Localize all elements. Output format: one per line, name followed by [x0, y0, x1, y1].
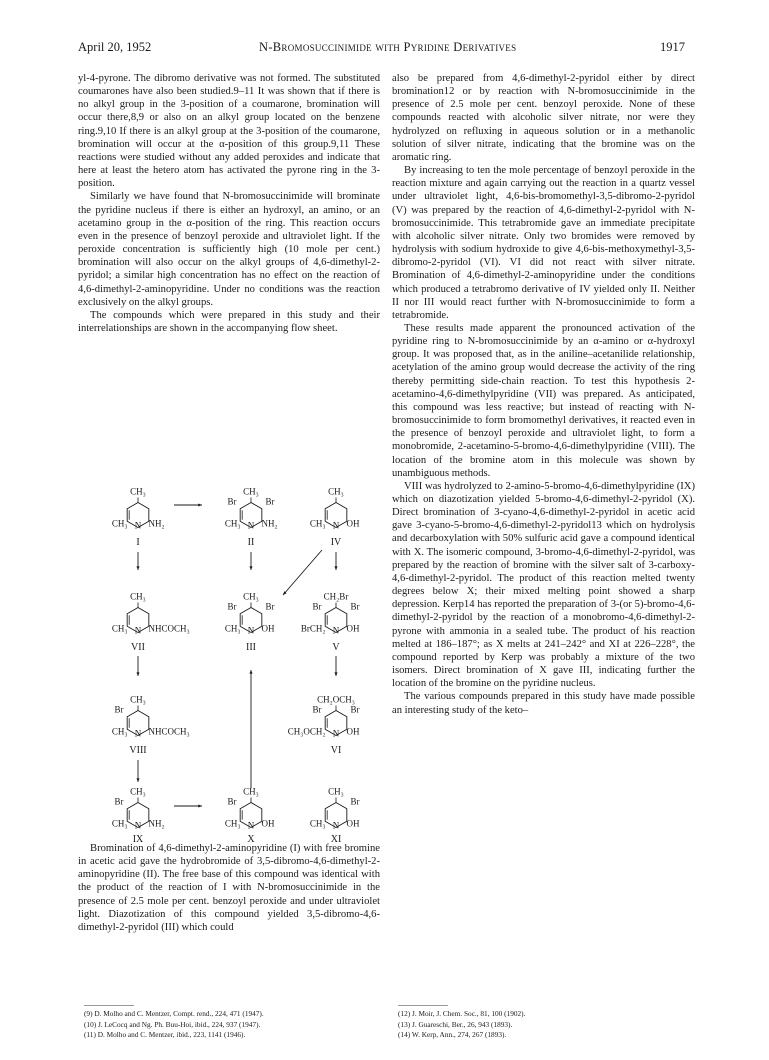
- left-column-lower: [78, 842, 380, 934]
- compound-label-VII: VII: [131, 642, 145, 653]
- lower-left-substituent-IX: CH₃: [111, 818, 128, 829]
- footnote-10: (10) J. LeCocq and Ng. Ph. Buu-Hoi, ibid., 224, 937 (1947).: [84, 1019, 261, 1029]
- arrow-IV-to-III: [283, 550, 322, 595]
- header-title: N-Bromosuccinimide with Pyridine Derivatives: [259, 40, 517, 54]
- top-substituent-VII: CH₃: [130, 591, 146, 602]
- footnote-11: (11) D. Molho and C. Mentzer, ibid., 223, 1141 (1946).: [84, 1030, 246, 1039]
- lower-left-substituent-XI: CH₃: [309, 818, 326, 829]
- upper-left-substituent-VIII: Br: [114, 704, 124, 715]
- footnote-rule-right: [398, 1005, 448, 1006]
- compound-label-XI: XI: [330, 834, 342, 845]
- right-paragraph-4: VIII was hydrolyzed to 2-amino-5-bromo-4,6-dimethylpyridine (IX) which on diazotization yielded 5-bromo-4,6-dimethyl-2-pyridol (X). Direct bromination of 3-cyano-4,6-dimethyl-2-pyridol in acetic acid gave 3-cyano-5-bromo-4,6-dimethyl-2-pyridol13 which on hydrolysis and decarboxylation with 50% sulfuric acid gave a compound identical with X. The isomeric compound, 3-bromo-4,6-dimethyl-2-pyridol, was prepared by the reaction of bromine with the silver salt of 3-carboxy-4,6-dimethyl-2-pyridol. The product of this reaction melted twenty degrees below X; their mixed melting point showed a sharp depression. Kerp14 has reported the preparation of 3-(or 5)-bromo-4,6-dimethyl-2-pyridol by the reaction of a monobromo-4,6-dimethyl-2-pyrone with ammonia in a sealed tube. The product of his reaction melted at 186–187°; as X melts at 241–242° and XI at 226–228°, the compound reported by Kerp was probably a mixture of the two isomers. Direct bromination of X gave III, indicating further the location of the bromine on the pyridine nucleus.: [392, 480, 695, 690]
- footnote-14: (14) W. Kerp, Ann., 274, 267 (1893).: [398, 1030, 507, 1039]
- upper-right-substituent-V: Br: [350, 601, 360, 612]
- upper-left-substituent-V: Br: [312, 601, 322, 612]
- left-paragraph-2: Similarly we have found that N-bromosuccinimide will brominate the pyridine nucleus if there is either an hydroxyl, an amino, or an acetamino group in the α-position of the ring. This reaction occurs even in the presence of benzoyl peroxide and ultraviolet light. If the peroxide concentration is sufficiently high (10 mole per cent.) bromination will also occur on the alkyl groups of 4,6-dimethyl-2-pyridol; a similar high concentration has no effect on the reaction of 4,6-dimethyl-2-aminopyridine. Under no conditions was the reaction exclusively on the alkyl groups.: [78, 191, 380, 308]
- upper-right-substituent-XI: Br: [350, 796, 360, 807]
- lower-left-substituent-X: CH₃: [224, 818, 241, 829]
- lower-right-substituent-II: NH₂: [261, 518, 278, 529]
- lower-right-substituent-X: OH: [261, 818, 275, 829]
- lower-right-substituent-VI: OH: [346, 726, 360, 737]
- upper-left-substituent-III: Br: [227, 601, 237, 612]
- top-substituent-XI: CH₃: [328, 786, 344, 797]
- upper-left-substituent-IX: Br: [114, 796, 124, 807]
- upper-left-substituent-VI: Br: [312, 704, 322, 715]
- left-paragraph-1: yl-4-pyrone. The dibromo derivative was not formed. The substituted coumarones have also been studied.9–11 It was shown that if there is no alkyl group in the 3-position of a coumarone, bromination will occur there,8,9 or also on an alkyl group located on the benzene ring.9,10 If there is an alkyl group at the 3-position of the coumarone, bromination will occur at the α-position of this group.9,11 These reactions were studied without any added peroxides and indicate that here at least the hetero atom has activated the pyrone ring in the 3-position.: [78, 73, 380, 190]
- top-substituent-III: CH₃: [243, 591, 259, 602]
- left-paragraph-4: Bromination of 4,6-dimethyl-2-aminopyridine (I) with free bromine in acetic acid gave the hydrobromide of 3,5-dibromo-4,6-dimethyl-2-aminopyridine (II). The free base of this compound was identical with the product of the reaction of I with N-bromosuccinimide in the presence of 2.5 mole per cent. benzoyl peroxide and under ultraviolet light. Diazotization of this compound yielded 3,5-dibromo-4,6-dimethyl-2-pyridol (III) which could: [78, 843, 380, 933]
- arrow-VIII-to-IX-head: [136, 778, 139, 782]
- footnotes-right: [398, 1009, 525, 1041]
- footnote-9: (9) D. Molho and C. Mentzer, Compt. rend., 224, 471 (1947).: [84, 1009, 264, 1018]
- lower-left-substituent-I: CH₃: [111, 518, 128, 529]
- arrow-IV-to-V-head: [334, 566, 337, 570]
- compound-label-X: X: [247, 834, 255, 845]
- arrow-IX-to-X-head: [198, 804, 202, 807]
- top-substituent-I: CH₃: [130, 486, 146, 497]
- lower-right-substituent-V: OH: [346, 623, 360, 634]
- upper-right-substituent-II: Br: [265, 496, 275, 507]
- compound-label-VI: VI: [330, 745, 342, 756]
- reaction-flow-sheet: [78, 470, 380, 845]
- footnote-12: (12) J. Moir, J. Chem. Soc., 81, 100 (1902).: [398, 1009, 526, 1018]
- arrow-II-to-III-head: [249, 566, 252, 570]
- upper-left-substituent-X: Br: [227, 796, 237, 807]
- lower-left-substituent-IV: CH₃: [309, 518, 326, 529]
- lower-right-substituent-III: OH: [261, 623, 275, 634]
- footnote-rule-left: [84, 1005, 134, 1006]
- top-substituent-IV: CH₃: [328, 486, 344, 497]
- lower-left-substituent-VI: CH₃OCH₂: [287, 726, 326, 737]
- right-column: [392, 72, 695, 717]
- compound-label-II: II: [247, 537, 255, 548]
- arrow-I-to-VII-head: [136, 566, 139, 570]
- ring-nitrogen-VIII: N: [134, 728, 142, 739]
- lower-left-substituent-II: CH₃: [224, 518, 241, 529]
- compound-label-I: I: [136, 537, 140, 548]
- top-substituent-II: CH₃: [243, 486, 259, 497]
- arrow-I-to-II-head: [198, 503, 202, 506]
- ring-nitrogen-XI: N: [332, 820, 340, 831]
- ring-nitrogen-IX: N: [134, 820, 142, 831]
- lower-left-substituent-III: CH₃: [224, 623, 241, 634]
- compound-label-IX: IX: [132, 834, 144, 845]
- top-substituent-X: CH₃: [243, 786, 259, 797]
- lower-right-substituent-I: NH₂: [148, 518, 165, 529]
- lower-left-substituent-VIII: CH₃: [111, 726, 128, 737]
- right-paragraph-3: These results made apparent the pronounced activation of the pyridine ring to N-bromosuccinimide by an α-amino or α-hydroxyl group. It was proposed that, as in the aniline–acetanilide relationship, acetylation of the amino group would decrease the activity of the ring thereby permitting side-chain reaction. To test this hypothesis 2-acetamino-4,6-dimethylpyridine (VII) was prepared. As anticipated, this compound was less reactive; but instead of reacting with N-bromosuccinimide to form bromomethyl derivatives, it reacted even in the presence of benzoyl peroxide and ultraviolet light, to form a monobromide, 2-acetamino-5-bromo-4,6-dimethylpyridine (VIII). The location of the bromine atom in this molecule was shown by unambiguous methods.: [392, 322, 695, 479]
- flow-sheet-diagram: [78, 470, 380, 845]
- right-paragraph-5: The various compounds prepared in this study have made possible an interesting study of the keto–: [392, 691, 695, 716]
- arrow-X-to-III-head: [249, 670, 252, 674]
- footnote-13: (13) J. Guareschi, Ber., 26, 943 (1893).: [398, 1019, 513, 1029]
- compound-label-III: III: [246, 642, 256, 653]
- lower-right-substituent-VII: NHCOCH₃: [148, 623, 190, 634]
- lower-right-substituent-IV: OH: [346, 518, 360, 529]
- compound-label-VIII: VIII: [129, 745, 147, 756]
- ring-nitrogen-VI: N: [332, 728, 340, 739]
- footnotes-left: [84, 1009, 264, 1041]
- ring-nitrogen-VII: N: [134, 625, 142, 636]
- arrow-VII-to-VIII-head: [136, 672, 139, 676]
- header-page-number: 1917: [660, 40, 685, 54]
- compound-label-IV: IV: [330, 537, 342, 548]
- header-date: April 20, 1952: [78, 40, 152, 54]
- running-header: [0, 40, 769, 58]
- ring-nitrogen-IV: N: [332, 520, 340, 531]
- lower-right-substituent-VIII: NHCOCH₃: [148, 726, 190, 737]
- compound-label-V: V: [332, 642, 340, 653]
- left-paragraph-3: The compounds which were prepared in this study and their interrelationships are shown in the accompanying flow sheet.: [78, 309, 380, 334]
- arrow-V-to-VI-head: [334, 672, 337, 676]
- lower-left-substituent-V: BrCH₂: [300, 623, 326, 634]
- upper-right-substituent-III: Br: [265, 601, 275, 612]
- lower-left-substituent-VII: CH₃: [111, 623, 128, 634]
- left-column: [78, 72, 380, 335]
- top-substituent-IX: CH₃: [130, 786, 146, 797]
- upper-right-substituent-VI: Br: [350, 704, 360, 715]
- ring-nitrogen-V: N: [332, 625, 340, 636]
- lower-right-substituent-XI: OH: [346, 818, 360, 829]
- ring-nitrogen-I: N: [134, 520, 142, 531]
- right-paragraph-2: By increasing to ten the mole percentage of benzoyl peroxide in the reaction mixture and again carrying out the reaction in a quartz vessel under ultraviolet light, 4,6-bis-bromomethyl-3,5-dibromo-2-pyridol (V) was prepared by the reaction of 4,6-dimethyl-2-pyridol with N-bromosuccinimide. This tetrabromide gave an immediate precipitate with alcoholic silver nitrate. Only two bromides were removed by hydrolysis with sodium hydroxide to give 4,6-bis-methoxymethyl-3,5-dibromo-2-pyridol (VI). VI did not react with silver nitrate. Bromination of 4,6-dimethyl-2-aminopyridine under the conditions which produced a tetrabromo derivative of IV yielded only II. Neither II nor III would react further with N-bromosuccinimide to form a tetrabromide.: [392, 165, 695, 321]
- ring-nitrogen-II: N: [247, 520, 255, 531]
- ring-nitrogen-III: N: [247, 625, 255, 636]
- upper-left-substituent-II: Br: [227, 496, 237, 507]
- top-substituent-VIII: CH₃: [130, 694, 146, 705]
- right-paragraph-1: also be prepared from 4,6-dimethyl-2-pyridol either by direct bromination12 or by reaction with N-bromosuccinimide in the presence of 2.5 mole per cent. benzoyl peroxide. None of these compounds reacted with alcoholic silver nitrate, nor were they hydrolyzed on refluxing in aqueous solution or in a methanolic solution of silver nitrate, indicating that the bromine was on the aromatic ring.: [392, 73, 695, 163]
- top-substituent-VI: CH₂OCH₃: [317, 694, 355, 705]
- lower-right-substituent-IX: NH₂: [148, 818, 165, 829]
- ring-nitrogen-X: N: [247, 820, 255, 831]
- top-substituent-V: CH₂Br: [323, 591, 349, 602]
